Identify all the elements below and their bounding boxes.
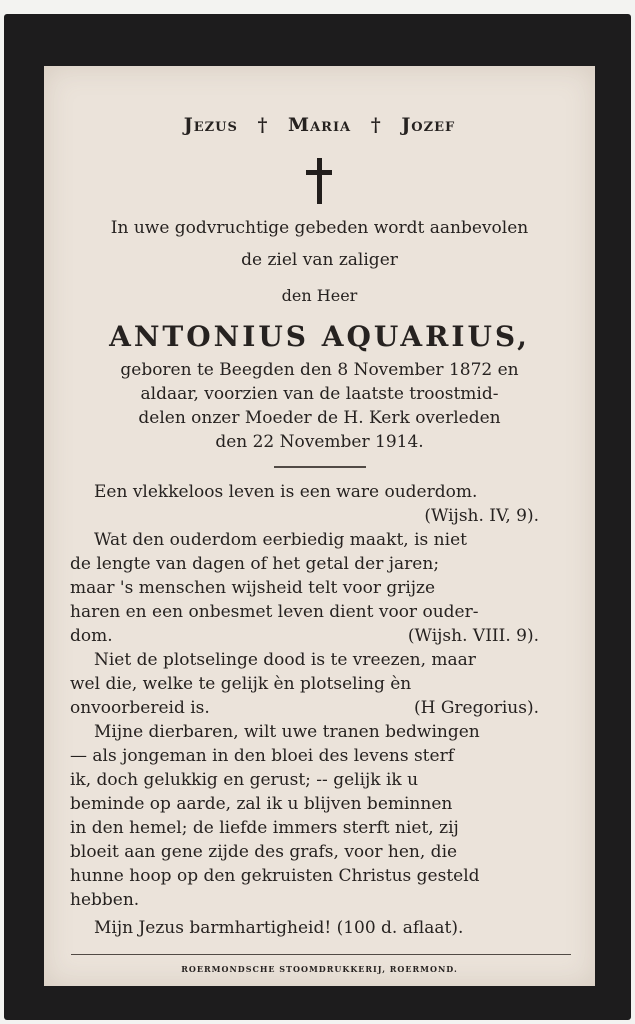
invocation-jozef: Jozef: [401, 114, 456, 136]
verse-citation: (Wijsh. IV, 9).: [424, 506, 539, 526]
invocation-jezus: Jezus: [183, 114, 238, 136]
verse-line: Een vlekkeloos leven is een ware ouderdom.: [94, 482, 478, 502]
small-cross-icon: †: [257, 114, 269, 136]
deceased-name: ANTONIUS AQUARIUS,: [109, 320, 530, 353]
intro-line-2: de ziel van zaliger: [241, 250, 398, 270]
bio-line-1: geboren te Beegden den 8 November 1872 en: [120, 360, 519, 380]
verse-line: dom.: [70, 626, 113, 646]
verse-line: in den hemel; de liefde immers sterft niet, zij: [70, 818, 459, 838]
verse-line: wel die, welke te gelijk èn plotseling èn: [70, 674, 412, 694]
closing-prayer: Mijn Jezus barmhartigheid! (100 d. aflaat).: [94, 918, 464, 938]
verse-line: de lengte van dagen of het getal der jaren;: [70, 554, 440, 574]
verse-citation: (Wijsh. VIII. 9).: [407, 626, 539, 646]
verse-line: — als jongeman in den bloei des levens sterf: [70, 746, 454, 766]
verse-line: maar 's menschen wijsheid telt voor grijze: [70, 578, 436, 598]
verse-line: Mijne dierbaren, wilt uwe tranen bedwingen: [94, 722, 480, 742]
verse-line: hunne hoop op den gekruisten Christus gesteld: [70, 866, 480, 886]
verse-line: beminde op aarde, zal ik u blijven beminnen: [70, 794, 453, 814]
verse-line: Wat den ouderdom eerbiedig maakt, is niet: [94, 530, 467, 550]
verse-line: bloeit aan gene zijde des grafs, voor hen, die: [70, 842, 458, 862]
intro-line-3: den Heer: [281, 286, 358, 305]
verse-line: haren en een onbesmet leven dient voor ouder-: [70, 602, 479, 622]
cross-icon: [306, 158, 332, 204]
bio-line-3: delen onzer Moeder de H. Kerk overleden: [138, 408, 501, 428]
verse-line: onvoorbereid is.: [70, 698, 210, 718]
bottom-rule: [71, 954, 571, 955]
mourning-card-frame: [4, 14, 631, 1020]
verse-citation: (H Gregorius).: [413, 698, 539, 718]
divider: [274, 466, 366, 468]
bio-line-2: aldaar, voorzien van de laatste troostmid-: [140, 384, 499, 404]
printer-imprint: ROERMONDSCHE STOOMDRUKKERIJ, ROERMOND.: [181, 964, 458, 974]
verse-line: Niet de plotselinge dood is te vreezen, maar: [94, 650, 476, 670]
small-cross-icon: †: [370, 114, 382, 136]
verse-line: hebben.: [70, 890, 140, 910]
bio-line-4: den 22 November 1914.: [215, 432, 424, 452]
intro-line-1: In uwe godvruchtige gebeden wordt aanbevolen: [110, 218, 529, 238]
invocation-line: [44, 114, 595, 136]
verse-line: ik, doch gelukkig en gerust; -- gelijk ik u: [70, 770, 419, 790]
prayer-card: [44, 66, 595, 986]
invocation-maria: Maria: [288, 114, 352, 136]
